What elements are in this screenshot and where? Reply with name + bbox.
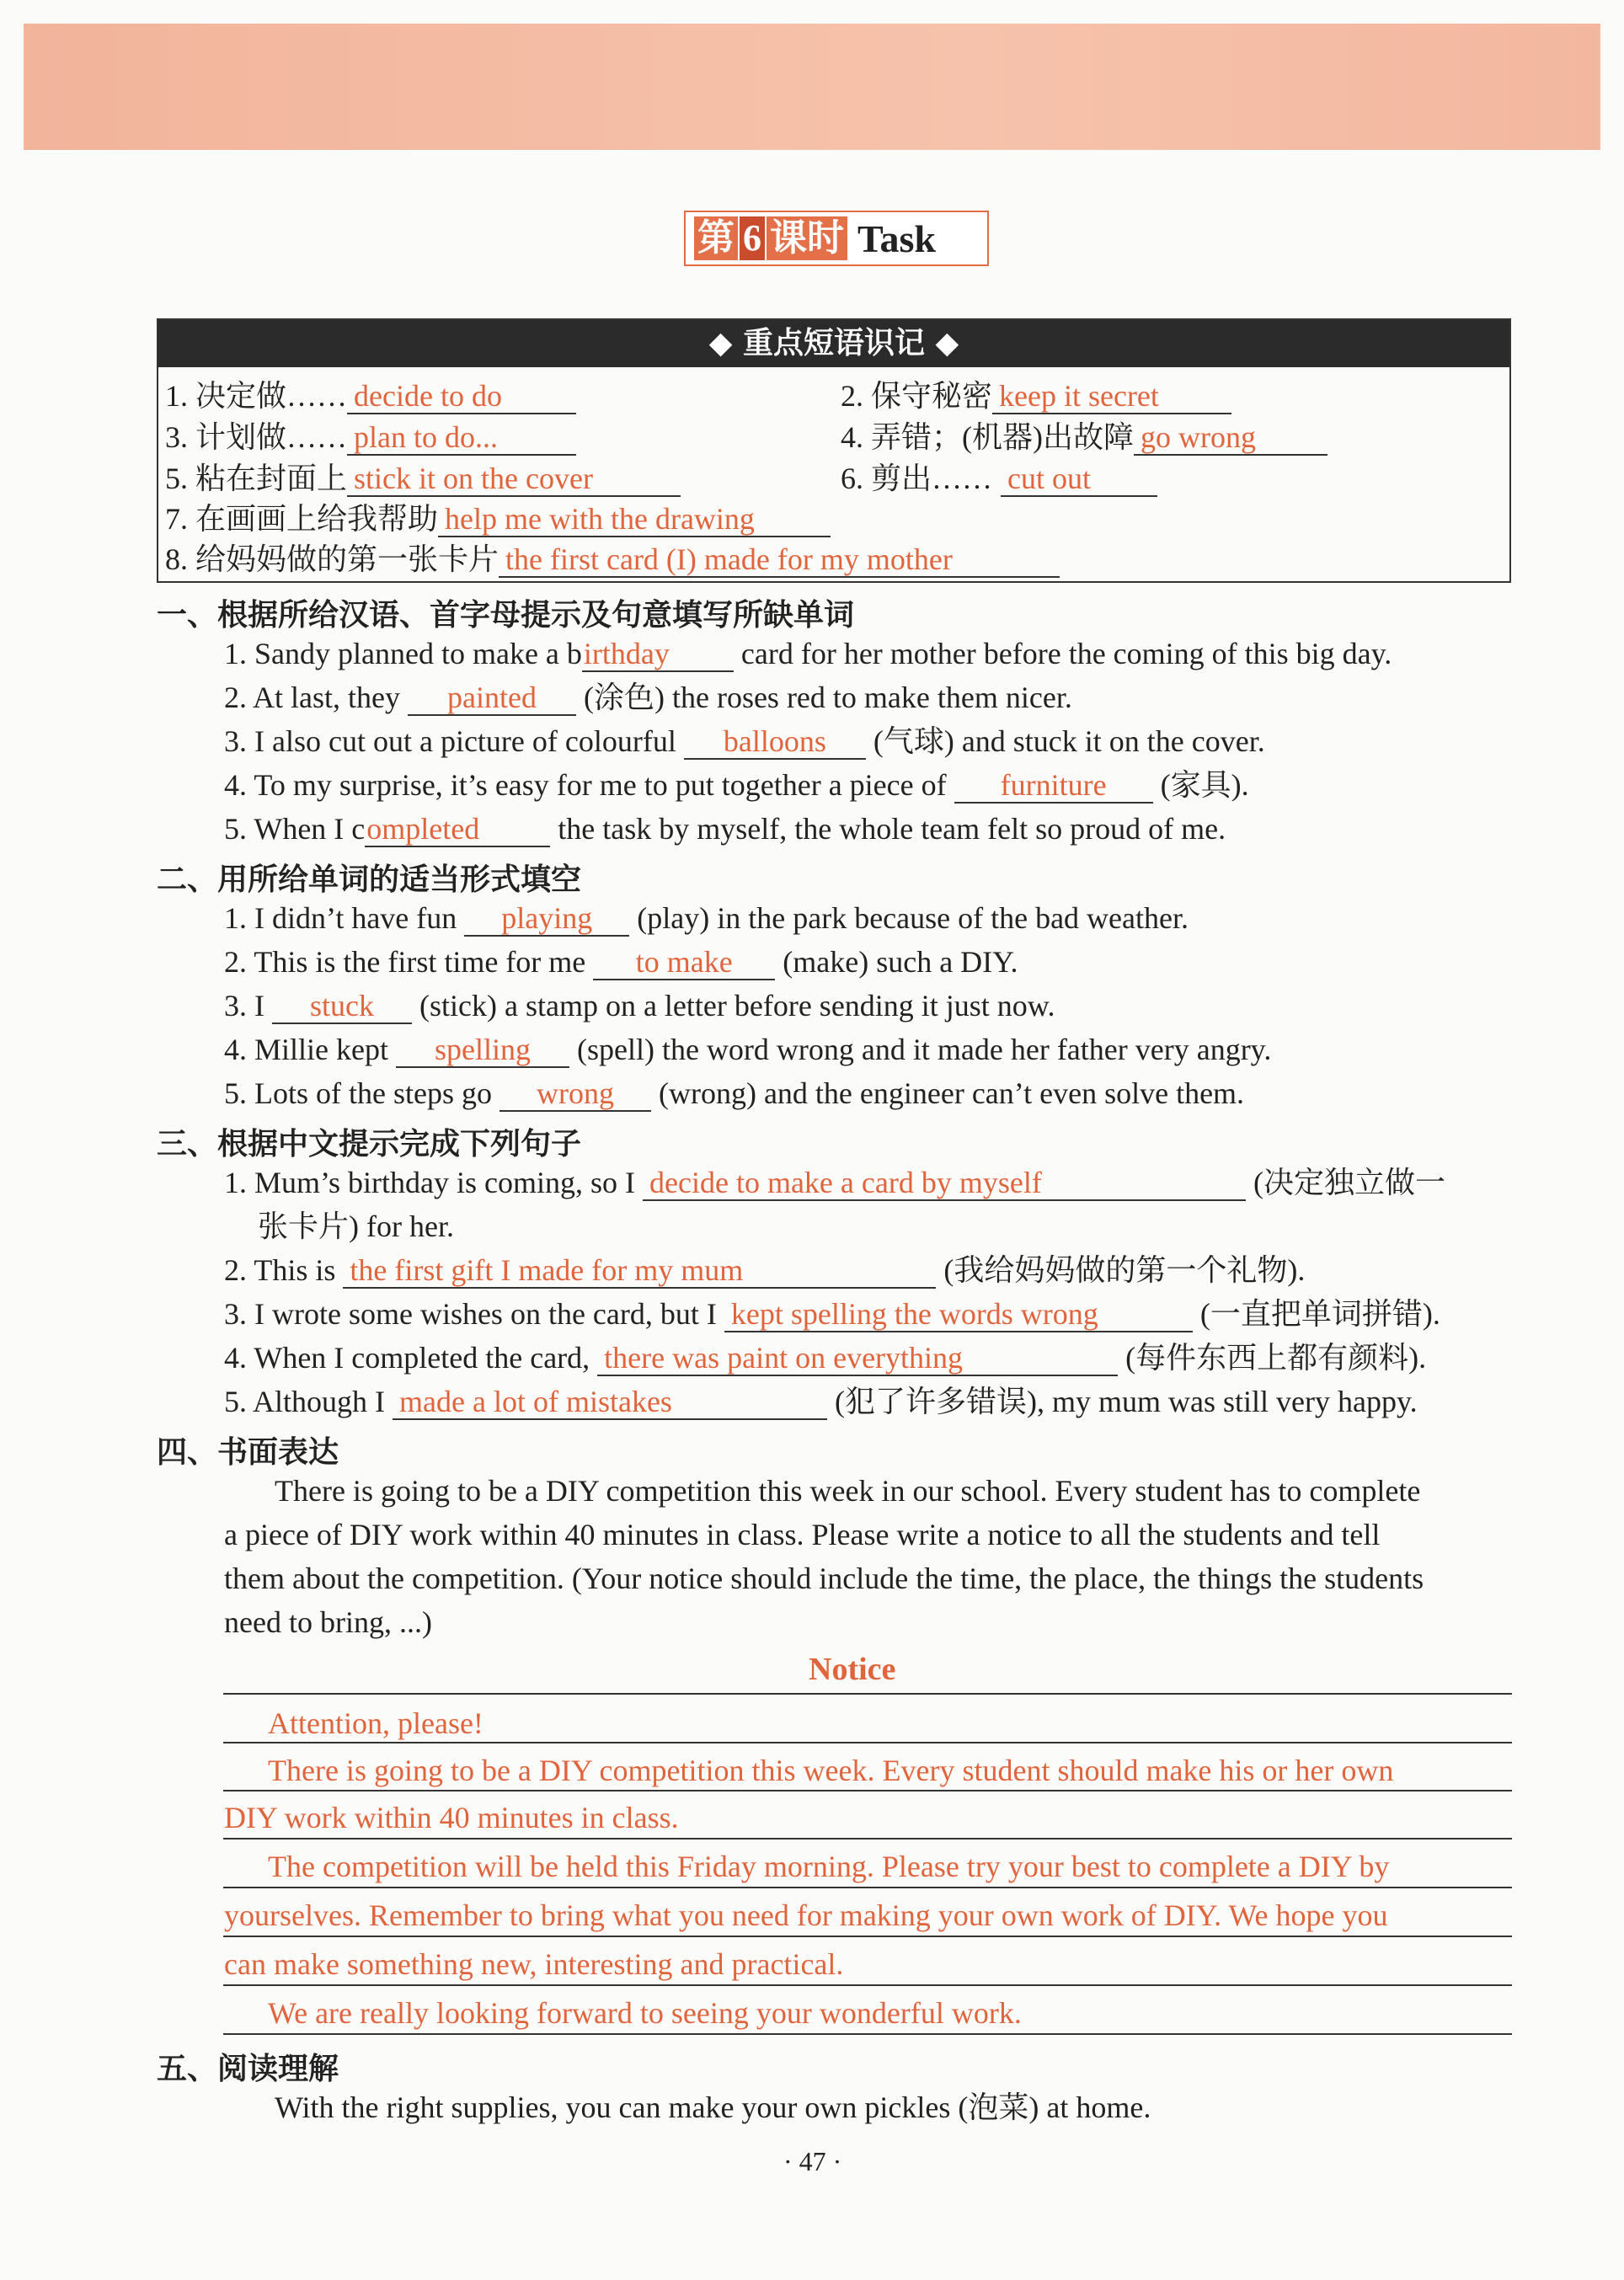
writing-line [223, 1790, 1512, 1791]
item-answer: spelling [396, 1033, 569, 1068]
phrase-item [165, 419, 576, 456]
exercise-item [224, 679, 1072, 716]
writing-line [223, 1693, 1512, 1695]
exercise-item [224, 900, 1189, 937]
item-text: (气球) and stuck it on the cover. [873, 724, 1265, 758]
exercise-item [224, 766, 1249, 804]
writing-line [223, 1838, 1512, 1839]
writing-line [223, 1936, 1512, 1937]
writing-line [223, 1887, 1512, 1888]
key-phrases-heading: ◆ 重点短语识记 ◆ [158, 320, 1509, 367]
section-1-title: 一、根据所给汉语、首字母提示及句意填写所缺单词 [157, 598, 855, 633]
exercise-item [224, 987, 1055, 1024]
notice-line: The competition will be held this Friday morning. Please try your best to complete a DIY by [268, 1850, 1390, 1883]
phrase-label: 3. 计划做…… [165, 420, 348, 454]
reading-intro: With the right supplies, you can make your own pickles (泡菜) at home. [275, 2090, 1151, 2124]
exercise-item [224, 1075, 1244, 1112]
phrase-label: 5. 粘在封面上 [165, 462, 348, 495]
exercise-item [224, 943, 1018, 980]
section-4-title: 四、书面表达 [157, 1435, 339, 1470]
item-answer: painted [408, 681, 576, 716]
item-text: (家具). [1160, 768, 1249, 802]
lesson-title-box [684, 211, 989, 266]
section-2-title: 二、用所给单词的适当形式填空 [157, 862, 582, 897]
phrase-answer: keep it secret [992, 379, 1231, 414]
item-text: 5. Although I [224, 1385, 386, 1418]
notice-line: can make something new, interesting and practical. [224, 1947, 844, 1981]
item-text: (wrong) and the engineer can’t even solve them. [658, 1076, 1245, 1110]
phrase-item [165, 460, 681, 497]
item-text: 4. When I completed the card, [224, 1341, 590, 1375]
item-answer: there was paint on everything [597, 1341, 1118, 1376]
phrase-label: 1. 决定做…… [165, 379, 348, 413]
item-text: 5. Lots of the steps go [224, 1076, 492, 1110]
exercise-item [224, 1252, 1305, 1289]
item-text: (make) such a DIY. [783, 945, 1018, 979]
writing-line [223, 1984, 1512, 1986]
item-text: 3. I wrote some wishes on the card, but I [224, 1297, 717, 1331]
exercise-item [224, 1164, 1445, 1201]
phrase-item [841, 377, 1231, 414]
notice-line: DIY work within 40 minutes in class. [224, 1801, 679, 1834]
phrase-label: 7. 在画画上给我帮助 [165, 502, 439, 536]
phrase-answer: the first card (I) made for my mother [499, 542, 1060, 578]
item-answer: ompleted [365, 812, 550, 847]
item-text: 3. I also cut out a picture of colourful [224, 724, 676, 758]
notice-line: Attention, please! [268, 1706, 483, 1740]
item-text: 3. I [224, 989, 264, 1023]
item-text: (一直把单词拼错). [1199, 1297, 1440, 1331]
exercise-item [224, 1339, 1426, 1376]
exercise-item [224, 1383, 1418, 1420]
lesson-char-keshi: 课时 [767, 216, 847, 260]
phrase-item [165, 500, 831, 537]
item-answer: wrong [499, 1076, 651, 1112]
phrase-label: 4. 弄错；(机器)出故障 [841, 420, 1134, 454]
section-5-title: 五、阅读理解 [157, 2052, 339, 2086]
phrase-answer: go wrong [1134, 420, 1328, 456]
phrase-label: 6. 剪出…… [841, 462, 993, 495]
item-text: (stick) a stamp on a letter before sending it just now. [419, 989, 1055, 1023]
item-text: 1. Mum’s birthday is coming, so I [224, 1166, 635, 1199]
exercise-item [224, 810, 1226, 847]
exercise-item-continued: 张卡片) for her. [258, 1209, 454, 1243]
item-text: 1. Sandy planned to make a b [224, 637, 582, 670]
item-text: (涂色) the roses red to make them nicer. [584, 681, 1072, 714]
phrase-label: 8. 给妈妈做的第一张卡片 [165, 542, 499, 576]
item-text: (决定独立做一 [1253, 1166, 1445, 1199]
section-3-title: 三、根据中文提示完成下列句子 [157, 1127, 582, 1161]
item-text: 1. I didn’t have fun [224, 901, 457, 935]
lesson-title: Task [857, 216, 936, 260]
phrase-item [165, 377, 576, 414]
phrase-answer: cut out [1001, 462, 1157, 497]
phrase-answer: decide to do [347, 379, 576, 414]
notice-line: There is going to be a DIY competition this week. Every student should make his or her own [268, 1754, 1394, 1787]
exercise-item [224, 635, 1392, 672]
writing-line [223, 1742, 1512, 1743]
header-band [24, 24, 1600, 150]
writing-line [223, 2033, 1512, 2035]
item-answer: irthday [582, 637, 734, 672]
item-answer: stuck [272, 989, 412, 1024]
item-text: the task by myself, the whole team felt so proud of me. [558, 812, 1226, 846]
item-text: 5. When I c [224, 812, 366, 846]
item-text: (spell) the word wrong and it made her father very angry. [576, 1033, 1272, 1066]
item-text: (play) in the park because of the bad weather. [637, 901, 1189, 935]
item-text: 2. This is the first time for me [224, 945, 586, 979]
item-answer: to make [593, 945, 775, 980]
phrase-answer: stick it on the cover [347, 462, 681, 497]
notice-title: Notice [809, 1652, 896, 1687]
lesson-char-di: 第 [694, 216, 738, 260]
item-text: 4. Millie kept [224, 1033, 388, 1066]
notice-line: yourselves. Remember to bring what you need for making your own work of DIY. We hope you [224, 1898, 1388, 1932]
phrase-label: 2. 保守秘密 [841, 379, 993, 413]
writing-prompt-line: them about the competition. (Your notice should include the time, the place, the things the students [224, 1562, 1424, 1595]
exercise-item [224, 1031, 1271, 1068]
phrase-item [841, 460, 1157, 497]
item-answer: furniture [954, 768, 1153, 804]
notice-line: We are really looking forward to seeing your wonderful work. [268, 1996, 1022, 2030]
writing-prompt-line: a piece of DIY work within 40 minutes in class. Please write a notice to all the students and tell [224, 1518, 1381, 1551]
item-text: 2. This is [224, 1253, 336, 1287]
item-text: (我给妈妈做的第一个礼物). [943, 1253, 1306, 1287]
item-answer: made a lot of mistakes [393, 1385, 827, 1420]
item-text: (每件东西上都有颜料). [1125, 1341, 1427, 1375]
page-number: · 47 · [783, 2146, 842, 2176]
exercise-item [224, 1295, 1440, 1332]
writing-prompt-line: need to bring, ...) [224, 1605, 432, 1639]
lesson-number: 6 [740, 216, 765, 260]
phrase-item [841, 419, 1328, 456]
item-text: 4. To my surprise, it’s easy for me to put together a piece of [224, 768, 947, 802]
item-answer: balloons [684, 724, 866, 760]
item-answer: the first gift I made for my mum [343, 1253, 936, 1289]
item-text: card for her mother before the coming of this big day. [740, 637, 1392, 670]
item-answer: kept spelling the words wrong [724, 1297, 1193, 1332]
exercise-item [224, 723, 1265, 760]
phrase-answer: help me with the drawing [438, 502, 831, 537]
phrase-item [165, 541, 1060, 578]
phrase-answer: plan to do... [347, 420, 576, 456]
item-text: 2. At last, they [224, 681, 400, 714]
item-answer: decide to make a card by myself [643, 1166, 1246, 1201]
writing-prompt-line: There is going to be a DIY competition this week in our school. Every student has to complete [275, 1474, 1421, 1508]
item-answer: playing [464, 901, 629, 937]
item-text: (犯了许多错误), my mum was still very happy. [835, 1385, 1418, 1418]
